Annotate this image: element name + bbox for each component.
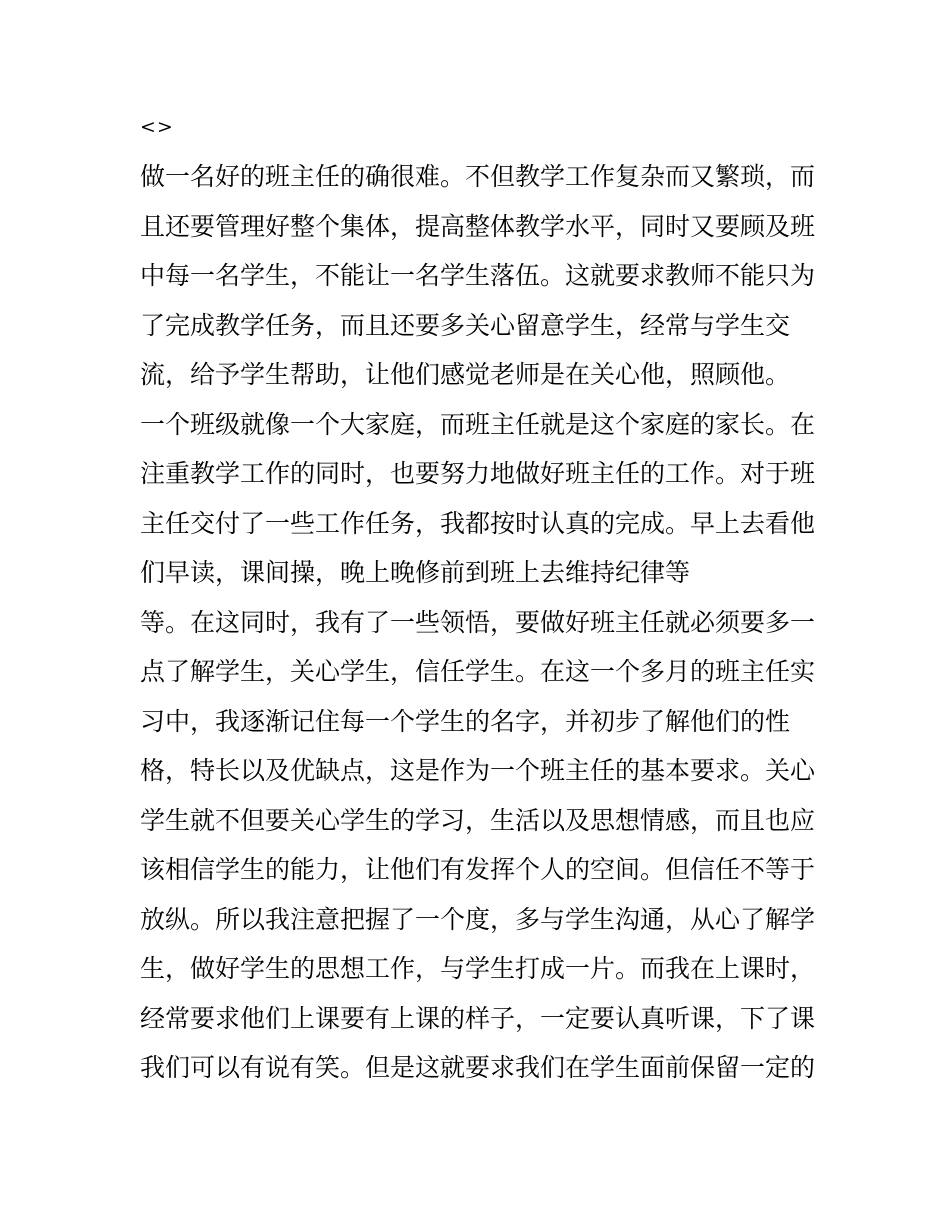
text-line: 且还要管理好整个集体，提高整体教学水平，同时又要顾及班 [140, 211, 816, 241]
text-line: 中每一名学生，不能让一名学生落伍。这就要求教师不能只为 [140, 261, 816, 290]
text-line: 放纵。所以我注意把握了一个度，多与学生沟通，从心了解学 [140, 904, 816, 934]
text-line: 了完成教学任务，而且还要多关心留意学生，经常与学生交 [140, 310, 791, 340]
text-line: 我们可以有说有笑。但是这就要求我们在学生面前保留一定的 [140, 1053, 816, 1082]
text-line: 做一名好的班主任的确很难。不但教学工作复杂而又繁琐，而 [140, 162, 816, 191]
text-line: 注重教学工作的同时，也要努力地做好班主任的工作。对于班 [140, 459, 816, 488]
text-line: 流，给予学生帮助，让他们感觉老师是在关心他，照顾他。 [140, 360, 791, 389]
text-line: 格，特长以及优缺点，这是作为一个班主任的基本要求。关心 [140, 756, 816, 785]
text-line: 一个班级就像一个大家庭，而班主任就是这个家庭的家长。在 [140, 409, 816, 439]
text-line: 该相信学生的能力，让他们有发挥个人的空间。但信任不等于 [140, 855, 816, 884]
text-line: 经常要求他们上课要有上课的样子，一定要认真听课，下了课 [140, 1003, 816, 1033]
body-text [140, 152, 820, 1093]
text-line: 习中，我逐渐记住每一个学生的名字，并初步了解他们的性 [140, 706, 791, 736]
text-line: 主任交付了一些工作任务，我都按时认真的完成。早上去看他 [140, 508, 816, 538]
header-mark: <> [140, 116, 174, 138]
text-line: 等。在这同时，我有了一些领悟，要做好班主任就必须要多一 [140, 607, 816, 637]
text-line: 学生就不但要关心学生的学习，生活以及思想情感，而且也应 [140, 805, 816, 835]
text-line: 生，做好学生的思想工作，与学生打成一片。而我在上课时， [140, 954, 816, 983]
text-line: 们早读，课间操，晚上晚修前到班上去维持纪律等 [140, 558, 691, 587]
text-line: 点了解学生，关心学生，信任学生。在这一个多月的班主任实 [140, 657, 816, 686]
